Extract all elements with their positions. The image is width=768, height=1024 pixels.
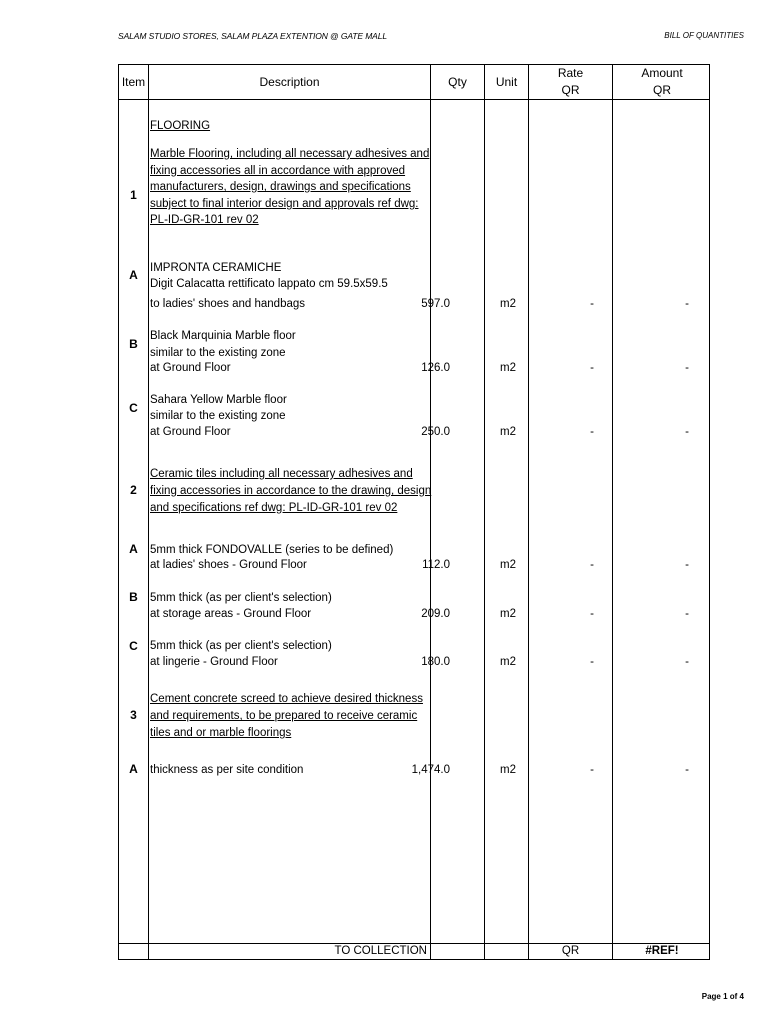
group-description-line: subject to final interior design and approvals ref dwg: xyxy=(150,198,419,210)
row-amount: - xyxy=(685,656,689,668)
col-divider xyxy=(430,65,431,959)
row-rate: - xyxy=(590,656,594,668)
group-item-number: 1 xyxy=(130,188,137,202)
col-divider xyxy=(484,65,485,959)
row-item-letter: B xyxy=(129,590,138,604)
group-description-line: and requirements, to be prepared to receive ceramic xyxy=(150,710,418,722)
group-description-line: fixing accessories in accordance to the drawing, design xyxy=(150,485,432,497)
col-header-item-label: Item xyxy=(121,74,146,89)
row-amount: - xyxy=(685,426,689,438)
row-description-line: Sahara Yellow Marble floor xyxy=(150,394,287,406)
row-unit: m2 xyxy=(500,426,516,438)
row-description-line: to ladies' shoes and handbags xyxy=(150,298,306,310)
row-item-letter: C xyxy=(129,401,138,415)
row-qty: 1,474.0 xyxy=(411,764,450,776)
row-item-letter: C xyxy=(129,639,138,653)
page-number: Page 1 of 4 xyxy=(701,992,744,1001)
row-description-line: at ladies' shoes - Ground Floor xyxy=(150,559,307,571)
boq-table xyxy=(118,64,710,960)
col-header-rate-currency: QR xyxy=(561,83,580,97)
header-divider xyxy=(119,99,709,100)
collection-total: #REF! xyxy=(645,945,679,957)
row-description-line: thickness as per site condition xyxy=(150,764,304,776)
collection-label: TO COLLECTION xyxy=(334,945,427,957)
col-header-description-label: Description xyxy=(259,74,320,89)
col-header-unit-label: Unit xyxy=(495,74,518,89)
row-qty: 250.0 xyxy=(421,426,450,438)
group-item-number: 2 xyxy=(130,483,137,497)
row-rate: - xyxy=(590,298,594,310)
row-unit: m2 xyxy=(500,559,516,571)
col-header-qty xyxy=(431,65,484,99)
group-description-line: Marble Flooring, including all necessary adhesives and xyxy=(150,148,430,160)
row-description-line: IMPRONTA CERAMICHE xyxy=(150,262,282,274)
row-item-letter: B xyxy=(129,337,138,351)
row-unit: m2 xyxy=(500,764,516,776)
row-description-line: at lingerie - Ground Floor xyxy=(150,656,278,668)
col-header-rate-label: Rate xyxy=(557,66,584,80)
col-header-unit xyxy=(485,65,528,99)
col-divider xyxy=(612,65,613,959)
group-description-line: and specifications ref dwg: PL-ID-GR-101 rev 02 xyxy=(150,502,398,514)
row-description-line: at Ground Floor xyxy=(150,362,231,374)
row-qty: 126.0 xyxy=(421,362,450,374)
col-header-amount xyxy=(613,65,711,99)
group-description-line: fixing accessories all in accordance with approved xyxy=(150,165,406,177)
row-item-letter: A xyxy=(129,762,138,776)
row-description-line: similar to the existing zone xyxy=(150,410,286,422)
row-amount: - xyxy=(685,298,689,310)
row-description-line: 5mm thick (as per client's selection) xyxy=(150,592,332,604)
group-description-line: Ceramic tiles including all necessary adhesives and xyxy=(150,468,413,480)
row-rate: - xyxy=(590,559,594,571)
row-rate: - xyxy=(590,764,594,776)
row-item-letter: A xyxy=(129,268,138,282)
col-divider xyxy=(528,65,529,959)
row-rate: - xyxy=(590,608,594,620)
row-description-line: 5mm thick FONDOVALLE (series to be defined) xyxy=(150,544,394,556)
row-unit: m2 xyxy=(500,298,516,310)
row-qty: 180.0 xyxy=(421,656,450,668)
row-amount: - xyxy=(685,559,689,571)
row-rate: - xyxy=(590,362,594,374)
row-qty: 597.0 xyxy=(421,298,450,310)
col-header-qty-label: Qty xyxy=(448,74,467,89)
row-unit: m2 xyxy=(500,608,516,620)
row-item-letter: A xyxy=(129,542,138,556)
section-title: FLOORING xyxy=(150,120,211,132)
group-description-line: tiles and or marble floorings xyxy=(150,727,292,739)
row-description-line: 5mm thick (as per client's selection) xyxy=(150,640,332,652)
row-unit: m2 xyxy=(500,656,516,668)
group-description-line: Cement concrete screed to achieve desired thickness xyxy=(150,693,423,705)
row-amount: - xyxy=(685,764,689,776)
group-description-line: manufacturers, design, drawings and specifications xyxy=(150,181,411,193)
row-unit: m2 xyxy=(500,362,516,374)
group-item-number: 3 xyxy=(130,708,137,722)
row-amount: - xyxy=(685,362,689,374)
row-description-line: at storage areas - Ground Floor xyxy=(150,608,312,620)
row-description-line: similar to the existing zone xyxy=(150,347,286,359)
row-qty: 209.0 xyxy=(421,608,450,620)
row-qty: 112.0 xyxy=(422,559,450,571)
collection-currency: QR xyxy=(561,945,580,957)
col-header-amount-label: Amount xyxy=(641,66,683,80)
col-header-description xyxy=(149,65,430,99)
row-description-line: Black Marquinia Marble floor xyxy=(150,330,296,342)
row-rate: - xyxy=(590,426,594,438)
project-title: SALAM STUDIO STORES, SALAM PLAZA EXTENTION @ GATE MALL xyxy=(118,31,387,41)
row-amount: - xyxy=(685,608,689,620)
group-description-line: PL-ID-GR-101 rev 02 xyxy=(150,214,259,226)
row-description-line: at Ground Floor xyxy=(150,426,231,438)
col-divider xyxy=(148,65,149,959)
col-header-amount-currency: QR xyxy=(653,83,671,97)
col-header-item xyxy=(119,65,148,99)
row-description-line: Digit Calacatta rettificato lappato cm 59.5x59.5 xyxy=(150,278,388,290)
document-type: BILL OF QUANTITIES xyxy=(664,31,744,40)
col-header-rate xyxy=(529,65,612,99)
